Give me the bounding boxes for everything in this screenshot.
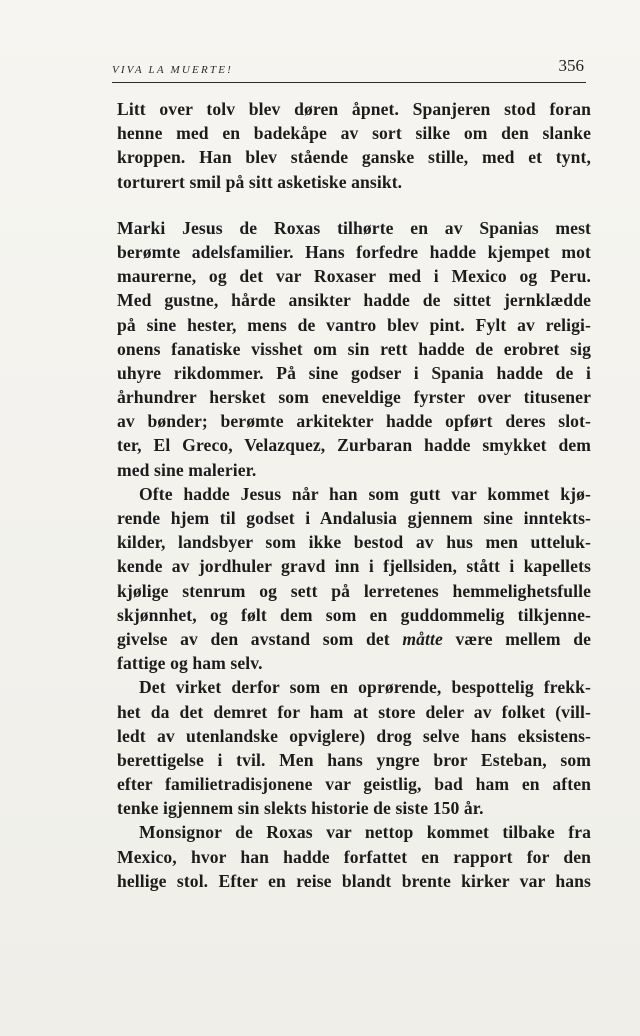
text-line: århundrer hersket som eneveldige fyrster over titusener <box>117 387 591 408</box>
text-line: tenke igjennem sin slekts historie de siste 150 år. <box>117 798 484 819</box>
header-rule <box>112 82 586 83</box>
paragraph-5 <box>117 820 591 893</box>
text-line: het da det demret for ham at store deler av folket (vill- <box>117 701 591 722</box>
paragraph-2 <box>117 216 591 482</box>
paragraph-1 <box>117 97 591 194</box>
text-line: rende hjem til godset i Andalusia gjennem sine inntekts- <box>117 508 591 528</box>
text-line: Mexico, hvor han hadde forfattet en rapport for den <box>117 846 591 867</box>
text-line: Med gustne, hårde ansikter hadde de sittet jernklædde <box>117 290 591 311</box>
text-line: med sine malerier. <box>117 459 257 480</box>
text-line: Ofte hadde Jesus når han som gutt var kommet kjø- <box>139 483 591 504</box>
text-line: berømte adelsfamilier. Hans forfedre hadde kjempet mot <box>117 241 591 262</box>
paragraph-4 <box>117 675 591 820</box>
text-line: på sine hester, mens de vantro blev pint. Fylt av religi- <box>117 314 591 335</box>
text-line: torturert smil på sitt asketiske ansikt. <box>117 171 403 192</box>
text-line: skjønnhet, og følt dem som en guddommelig tilkjenne- <box>117 604 591 625</box>
text-line-with-italic <box>117 627 591 651</box>
text-line: berettigelse i tvil. Men hans yngre bror Esteban, som <box>117 749 591 770</box>
text-line: Marki Jesus de Roxas tilhørte en av Spanias mest <box>117 217 591 238</box>
text-line: uhyre rikdommer. På sine godser i Spania hadde de i <box>117 362 591 383</box>
running-head <box>112 56 586 82</box>
text-line: kilder, landsbyer som ikke bestod av hus men utteluk- <box>117 532 591 553</box>
text-line: kjølige stenrum og sett på lerretenes hemmelighetsfulle <box>117 580 591 601</box>
text-line: kende av jordhuler gravd inn i fjellsiden, stått i kapellets <box>117 556 591 577</box>
text-line: maurerne, og det var Roxaser med i Mexico og Peru. <box>117 266 591 287</box>
text-line: ledt av utenlandske opviglere) drog selve hans eksistens- <box>117 725 591 746</box>
text-line: av bønder; berømte arkitekter hadde opført deres slot- <box>117 411 591 432</box>
text-line: Det virket derfor som en oprørende, bespottelig frekk- <box>139 677 591 698</box>
text-line: henne med en badekåpe av sort silke om den slanke <box>117 123 591 144</box>
text-line: ter, El Greco, Velazquez, Zurbaran hadde smykket dem <box>117 435 591 456</box>
text-segment: være mellem de <box>442 628 591 649</box>
text-line: efter familietradisjonene var geistlig, bad ham en aften <box>117 774 591 795</box>
text-line: Litt over tolv blev døren åpnet. Spanjeren stod foran <box>117 99 591 119</box>
text-line: onens fanatiske visshet om sin rett hadde de erobret sig <box>117 338 591 359</box>
italic-word: måtte <box>402 628 443 649</box>
paragraph-3 <box>117 482 591 676</box>
text-segment: givelse av den avstand som det <box>117 628 403 649</box>
paragraph-gap <box>117 194 591 216</box>
body-text <box>117 97 591 893</box>
text-line: Monsignor de Roxas var nettop kommet tilbake fra <box>139 822 591 843</box>
running-title: VIVA LA MUERTE! <box>112 64 233 76</box>
page-number: 356 <box>558 56 584 75</box>
text-line: kroppen. Han blev stående ganske stille, med et tynt, <box>117 147 591 168</box>
text-line: hellige stol. Efter en reise blandt brente kirker var hans <box>117 870 591 891</box>
text-line: fattige og ham selv. <box>117 653 263 674</box>
